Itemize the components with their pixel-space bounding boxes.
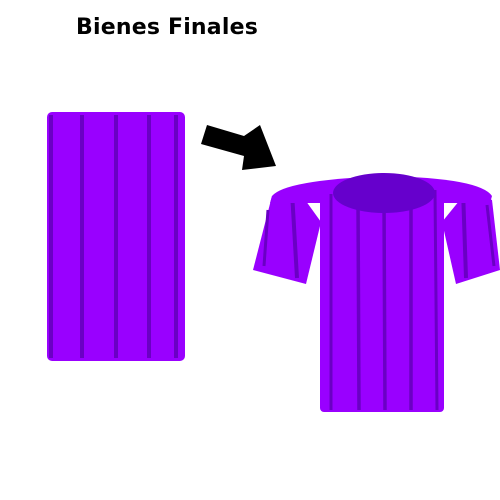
page-title: Bienes Finales (76, 15, 259, 40)
tshirt-icon (253, 173, 500, 412)
fabric-roll-icon (47, 112, 185, 361)
arrow-icon (201, 125, 276, 170)
